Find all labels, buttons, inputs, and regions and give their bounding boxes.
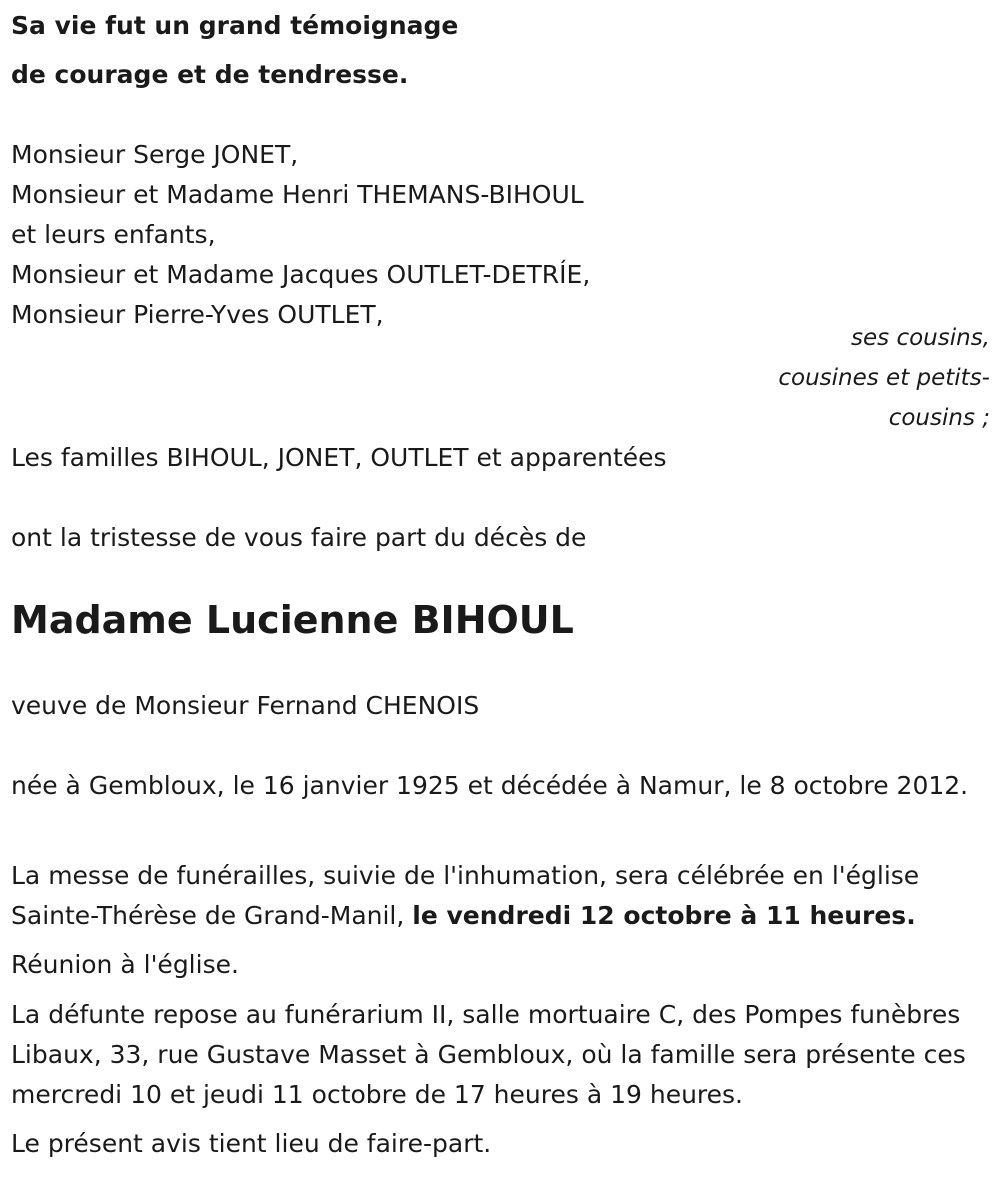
- birth-death-paragraph: née à Gembloux, le 16 janvier 1925 et décédée à Namur, le 8 octobre 2012.: [11, 771, 969, 800]
- family-member: Monsieur et Madame Henri THEMANS-BIHOUL: [11, 180, 584, 209]
- relation-line: ses cousins,: [851, 325, 990, 351]
- notice-line: Le présent avis tient lieu de faire-part.: [11, 1129, 492, 1158]
- families-line: Les familles BIHOUL, JONET, OUTLET et apparentées: [11, 443, 667, 472]
- family-member: Monsieur Pierre-Yves OUTLET,: [11, 300, 384, 329]
- meeting-line: Réunion à l'église.: [11, 950, 239, 979]
- mass-text: La messe de funérailles, suivie de l'inhumation, sera célébrée en l'église Sainte-Thérèse de Grand-Manil,: [11, 861, 920, 930]
- announcement-line: ont la tristesse de vous faire part du décès de: [11, 523, 587, 552]
- relation-line: cousins ;: [888, 405, 990, 431]
- relation-line: cousines et petits-: [778, 365, 990, 391]
- rest-paragraph: La défunte repose au funérarium II, salle mortuaire C, des Pompes funèbres Libaux, 33, rue Gustave Masset à Gembloux, où la famille sera présente ces mercredi 10 et jeudi 11 octobre de 17 heures à 19 heures.: [11, 1000, 966, 1109]
- motto-line-2: de courage et de tendresse.: [11, 60, 409, 89]
- family-member: Monsieur et Madame Jacques OUTLET-DETRÍE,: [11, 260, 591, 289]
- family-member: Monsieur Serge JONET,: [11, 140, 299, 169]
- deceased-name: Madame Lucienne BIHOUL: [11, 598, 574, 642]
- mass-paragraph: [11, 856, 986, 936]
- motto-line-1: Sa vie fut un grand témoignage: [11, 11, 459, 40]
- widow-of-line: veuve de Monsieur Fernand CHENOIS: [11, 691, 480, 720]
- mass-date: le vendredi 12 octobre à 11 heures.: [412, 901, 916, 930]
- family-member: et leurs enfants,: [11, 220, 216, 249]
